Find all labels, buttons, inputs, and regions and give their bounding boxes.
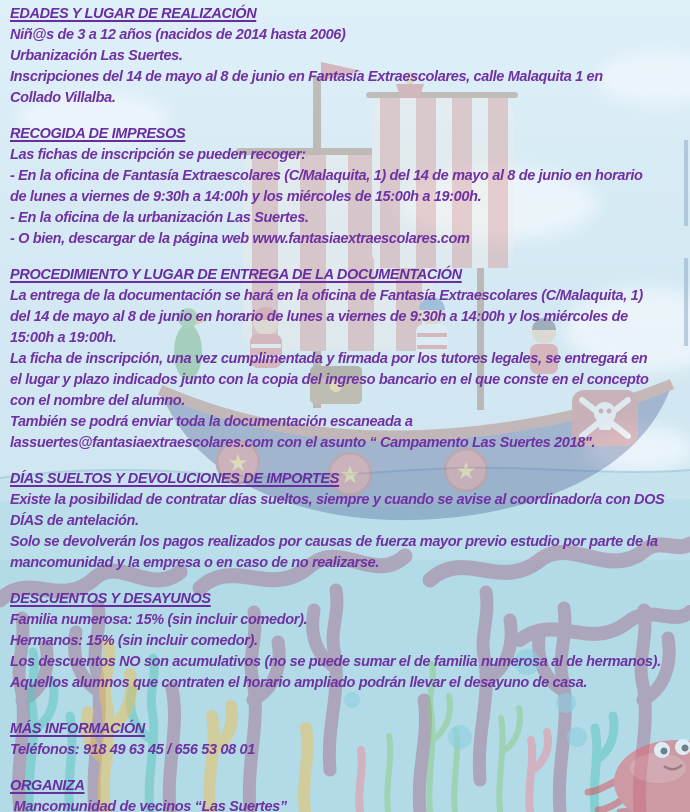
section-heading: RECOGIDA DE IMPRESOS [10, 126, 186, 142]
section-heading: EDADES Y LUGAR DE REALIZACIÓN [10, 6, 257, 22]
text-line: Inscripciones del 14 de mayo al 8 de junio en Fantasía Extraescolares, calle Malaquita 1 en [10, 69, 603, 85]
text-line: También se podrá enviar toda la documentación escaneada a [10, 414, 413, 430]
text-line: Las fichas de inscripción se pueden recoger: [10, 147, 306, 163]
section-heading: PROCEDIMIENTO Y LUGAR DE ENTREGA DE LA DOCUMENTACIÓN [10, 267, 462, 283]
text-line: 15:00h a 19:00h. [10, 330, 117, 346]
section-organiza [10, 776, 684, 812]
text-line-email: lassuertes@fantasiaextraescolares.com con el asunto “ Campamento Las Suertes 2018". [10, 435, 596, 451]
text-line: Niñ@s de 3 a 12 años (nacidos de 2014 hasta 2006) [10, 27, 346, 43]
text-line: Familia numerosa: 15% (sin incluir comedor). [10, 612, 308, 628]
section-descuentos-desayunos [10, 589, 684, 694]
text-line: el lugar y plazo indicados junto con la copia del ingreso bancario en el que conste en el concepto [10, 372, 649, 388]
text-line: Solo se devolverán los pagos realizados por causas de fuerza mayor previo estudio por parte de la [10, 534, 658, 550]
section-procedimiento-entrega [10, 265, 684, 454]
star-icon: ★ [227, 451, 249, 477]
section-heading: DESCUENTOS Y DESAYUNOS [10, 591, 211, 607]
text-line: - En la oficina de Fantasía Extraescolares (C/Malaquita, 1) del 14 de mayo al 8 de junio en horario [10, 168, 643, 184]
text-line: Mancomunidad de vecinos “Las Suertes” [10, 799, 287, 812]
text-line-phones: Teléfonos: 918 49 63 45 / 656 53 08 01 [10, 742, 255, 758]
section-dias-sueltos [10, 469, 684, 574]
section-edades-y-lugar [10, 4, 684, 109]
text-line: - En la oficina de la urbanización Las Suertes. [10, 210, 309, 226]
text-line: mancomunidad y la empresa o en caso de no realizarse. [10, 555, 380, 571]
text-line: con el nombre del alumno. [10, 393, 185, 409]
text-line: La entrega de la documentación se hará en la oficina de Fantasía Extraescolares (C/Malaquita, 1) [10, 288, 643, 304]
text-line: Aquellos alumnos que contraten el horario ampliado podrán llevar el desayuno de casa. [10, 675, 587, 691]
text-line: Existe la posibilidad de contratar días sueltos, siempre y cuando se avise al coordinador/a con DOS [10, 492, 665, 508]
section-mas-informacion [10, 719, 684, 761]
section-heading: DÍAS SUELTOS Y DEVOLUCIONES DE IMPORTES [10, 471, 340, 487]
text-line: La ficha de inscripción, una vez cumplimentada y firmada por los tutores legales, se entregará en [10, 351, 648, 367]
text-line: del 14 de mayo al 8 de junio en horario de lunes a viernes de 9:30h a 14:00h y los miércoles de [10, 309, 628, 325]
text-line: de lunes a viernes de 9:30h a 14:00h y los miércoles de 15:00h a 19:00h. [10, 189, 482, 205]
text-line-website: - O bien, descargar de la página web www.fantasiaextraescolares.com [10, 231, 470, 247]
section-heading: MÁS INFORMACIÓN [10, 721, 145, 737]
star-icon: ★ [455, 459, 477, 485]
text-line: Urbanización Las Suertes. [10, 48, 183, 64]
section-heading: ORGANIZA [10, 778, 85, 794]
text-line: DÍAS de antelación. [10, 513, 139, 529]
section-recogida-impresos [10, 124, 684, 250]
text-line: Collado Villalba. [10, 90, 116, 106]
text-line: Hermanos: 15% (sin incluir comedor). [10, 633, 258, 649]
text-line: Los descuentos NO son acumulativos (no se puede sumar el de familia numerosa al de hermanos). [10, 654, 661, 670]
star-icon: ★ [339, 463, 361, 489]
